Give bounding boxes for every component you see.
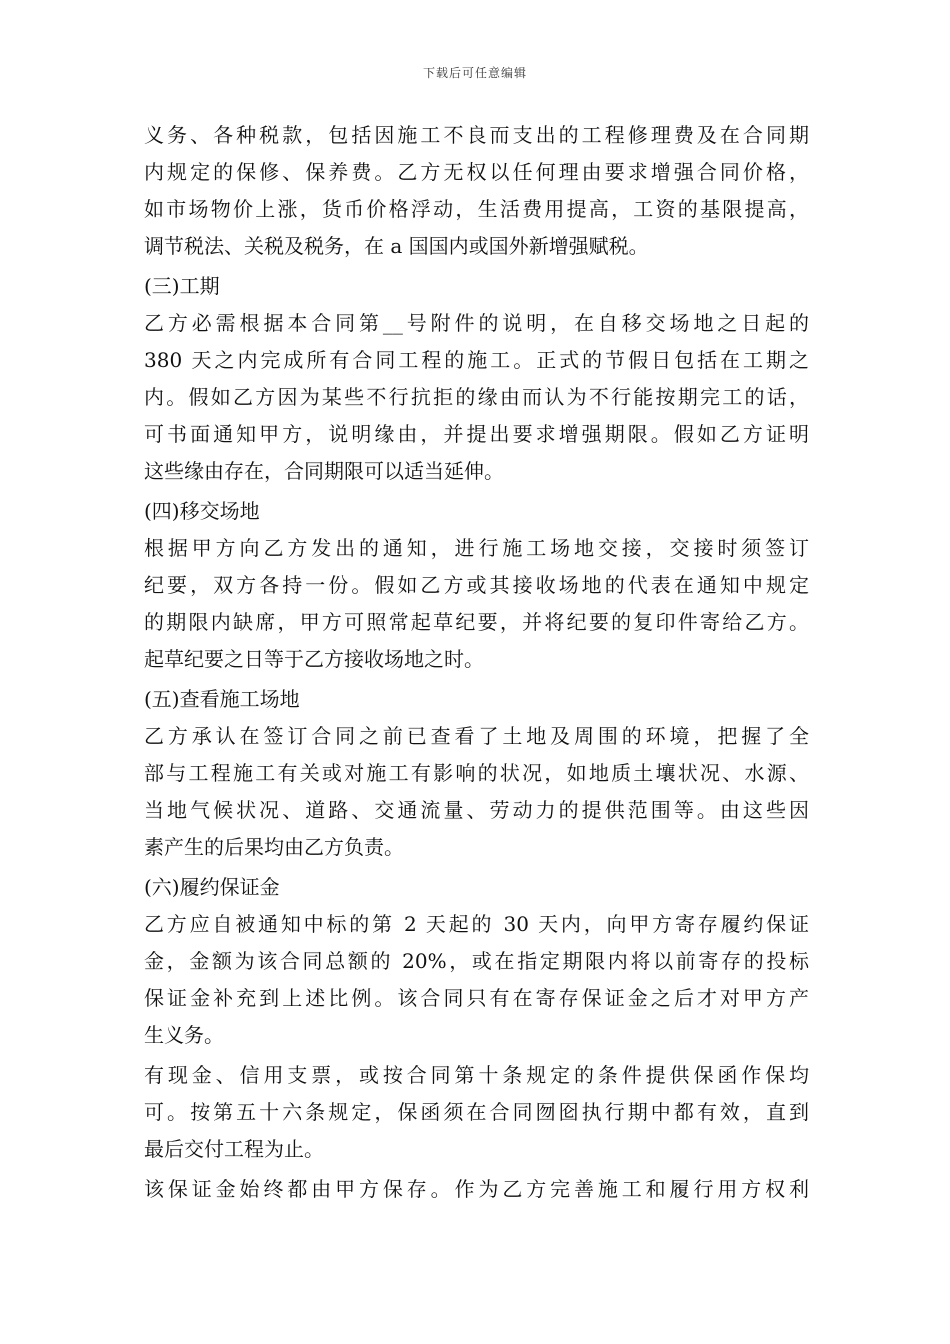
paragraph-line: 金，金额为该合同总额的 20%，或在指定期限内将以前寄存的投标: [144, 949, 809, 973]
paragraph-line: 的期限内缺席，甲方可照常起草纪要，并将纪要的复印件寄给乙方。: [144, 610, 809, 634]
paragraph-line: 纪要，双方各持一份。假如乙方或其接收场地的代表在通知中规定: [144, 573, 809, 597]
section-heading-line: (五)查看施工场地: [144, 687, 300, 711]
document-body: [144, 117, 809, 1208]
paragraph-line: 素产生的后果均由乙方负责。: [144, 835, 404, 859]
paragraph-line: 这些缘由存在，合同期限可以适当延伸。: [144, 459, 504, 483]
paragraph-line: 生义务。: [144, 1023, 224, 1047]
page-header: 下载后可任意编辑: [422, 66, 527, 80]
paragraph-line: 义务、各种税款，包括因施工不良而支出的工程修理费及在合同期: [144, 123, 809, 147]
paragraph-line: 乙方必需根据本合同第__号附件的说明，在自移交场地之日起的: [144, 311, 809, 335]
paragraph-line: 内规定的保修、保养费。乙方无权以任何理由要求增强合同价格，: [144, 160, 809, 184]
section-heading-line: (四)移交场地: [144, 499, 260, 523]
paragraph-line: 如市场物价上涨，货币价格浮动，生活费用提高，工资的基限提高，: [144, 197, 809, 221]
paragraph-line: 380 天之内完成所有合同工程的施工。正式的节假日包括在工期之: [144, 348, 809, 372]
paragraph-line: 当地气候状况、道路、交通流量、劳动力的提供范围等。由这些因: [144, 798, 809, 822]
paragraph-line: 调节税法、关税及税务，在 a 国国内或国外新增强赋税。: [144, 234, 649, 258]
paragraph-line: 乙方承认在签订合同之前已查看了土地及周围的环境，把握了全: [144, 724, 809, 748]
section-heading-line: 有现金、信用支票，或按合同第十条规定的条件提供保函作保均: [144, 1063, 809, 1087]
paragraph-line: 保证金补充到上述比例。该合同只有在寄存保证金之后才对甲方产: [144, 986, 809, 1010]
paragraph-line: 乙方应自被通知中标的第 2 天起的 30 天内，向甲方寄存履约保证: [144, 912, 809, 936]
paragraph-line: 起草纪要之日等于乙方接收场地之时。: [144, 647, 484, 671]
paragraph-line: 根据甲方向乙方发出的通知，进行施工场地交接，交接时须签订: [144, 536, 809, 560]
section-heading-line: 该保证金始终都由甲方保存。作为乙方完善施工和履行用方权利: [144, 1177, 809, 1201]
section-heading-line: (三)工期: [144, 274, 220, 298]
paragraph-line: 内。假如乙方因为某些不行抗拒的缘由而认为不行能按期完工的话，: [144, 385, 809, 409]
section-heading-line: (六)履约保证金: [144, 875, 280, 899]
paragraph-line: 部与工程施工有关或对施工有影响的状况，如地质土壤状况、水源、: [144, 761, 809, 785]
paragraph-line: 最后交付工程为止。: [144, 1137, 324, 1161]
paragraph-line: 可。按第五十六条规定，保函须在合同囫囵执行期中都有效，直到: [144, 1100, 809, 1124]
paragraph-line: 可书面通知甲方，说明缘由，并提出要求增强期限。假如乙方证明: [144, 422, 809, 446]
